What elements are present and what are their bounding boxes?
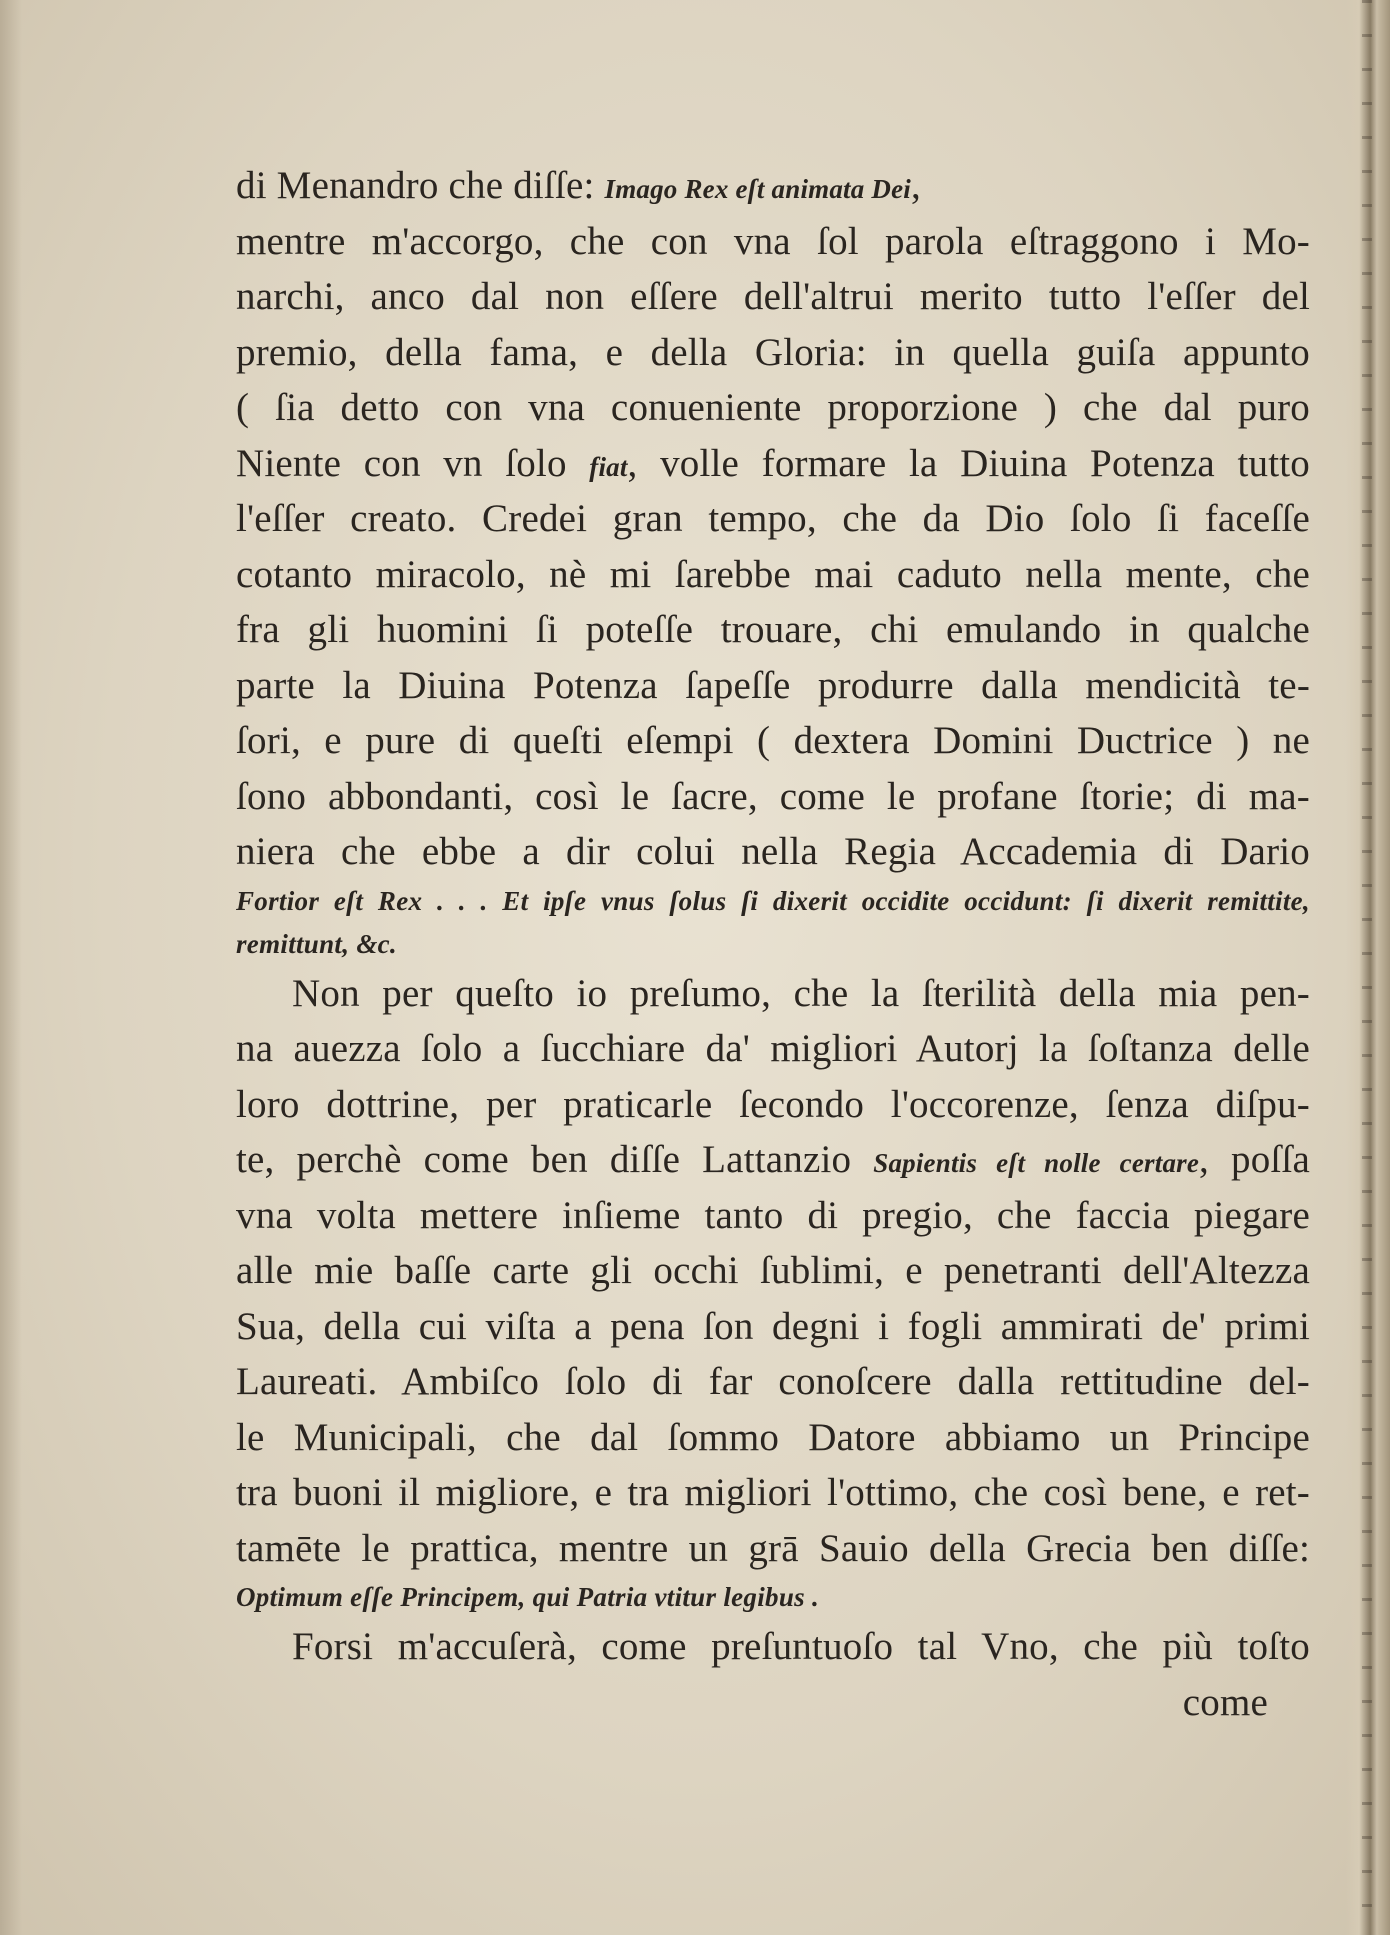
text-line-5: ( ſia detto con vna conueniente proporzione ) che dal puro: [236, 386, 1310, 429]
text-line-13: niera che ebbe a dir colui nella Regia Accademia di Dario: [236, 830, 1310, 873]
text-line-8: cotanto miracolo, nè mi ſarebbe mai caduto nella mente, che: [236, 552, 1310, 596]
text-line-19: te, perchè come ben diſſe Lattanzio Sapientis eſt nolle certare, poſſa: [236, 1138, 1310, 1181]
text-line-2: mentre m'accorgo, che con vna ſol parola eſtraggono i Mo-: [236, 219, 1310, 263]
text-line-22: Sua, della cui viſta a pena ſon degni i fogli ammirati de' primi: [236, 1304, 1310, 1348]
latin-word: fiat: [589, 451, 628, 482]
latin-quote-line-2: remittunt, &c.: [236, 928, 397, 959]
text-line-21: alle mie baſſe carte gli occhi ſublimi, e penetranti dell'Altezza: [236, 1249, 1310, 1292]
text-line-17: na auezza ſolo a ſucchiare da' migliori Autorj la ſoſtanza delle: [236, 1027, 1310, 1070]
text-line-3: narchi, anco dal non eſſere dell'altrui merito tutto l'eſſer del: [236, 275, 1310, 318]
text-line-26: tamēte le prattica, mentre un grā Sauio della Grecia ben diſſe:: [236, 1526, 1310, 1570]
text-line-1: di Menandro che diſſe: Imago Rex eſt animata Dei,: [236, 164, 921, 207]
text-line-7: l'eſſer creato. Credei gran tempo, che da Dio ſolo ſi faceſſe: [236, 497, 1310, 540]
text-line-11: ſori, e pure di queſti eſempi ( dextera Domini Ductrice ) ne: [236, 719, 1310, 762]
text-line-20: vna volta mettere inſieme tanto di pregio, che faccia piegare: [236, 1193, 1310, 1237]
text-line-12: ſono abbondanti, così le ſacre, come le profane ſtorie; di ma-: [236, 774, 1310, 818]
latin-quote: Sapientis eſt nolle certare: [873, 1148, 1200, 1178]
page-gutter-shadow: [0, 0, 22, 1935]
latin-quote-line-1: Fortior eſt Rex . . . Et ipſe vnus ſolus ſi dixerit occidite occidunt: ſi dixerit remittite,: [236, 885, 1310, 916]
text-line-25: tra buoni il migliore, e tra migliori l'ottimo, che così bene, e ret-: [236, 1471, 1310, 1514]
catchword: come: [1182, 1680, 1268, 1724]
text-line-4: premio, della fama, e della Gloria: in quella guiſa appunto: [236, 330, 1310, 374]
latin-quote-line-3: Optimum eſſe Principem, qui Patria vtitur legibus .: [236, 1582, 820, 1612]
page-edge: [1346, 0, 1390, 1935]
text-line-16: Non per queſto io preſumo, che la ſterilità della mia pen-: [292, 971, 1310, 1015]
text-line-6: Niente con vn ſolo fiat, volle formare la Diuina Potenza tutto: [236, 441, 1310, 485]
text-line-10: parte la Diuina Potenza ſapeſſe produrre dalla mendicità te-: [236, 663, 1310, 707]
text-line-9: fra gli huomini ſi poteſſe trouare, chi emulando in qualche: [236, 608, 1310, 651]
page-text: [236, 158, 1310, 1730]
text-line-18: loro dottrine, per praticarle ſecondo l'occorenze, ſenza diſpu-: [236, 1082, 1310, 1126]
text-line-23: Laureati. Ambiſco ſolo di far conoſcere dalla rettitudine del-: [236, 1360, 1310, 1403]
text-line-24: le Municipali, che dal ſommo Datore abbiamo un Principe: [236, 1415, 1310, 1459]
text-line-28: Forsi m'accuſerà, come preſuntuoſo tal Vno, che più toſto: [292, 1625, 1310, 1668]
latin-quote: Imago Rex eſt animata Dei: [604, 174, 911, 204]
